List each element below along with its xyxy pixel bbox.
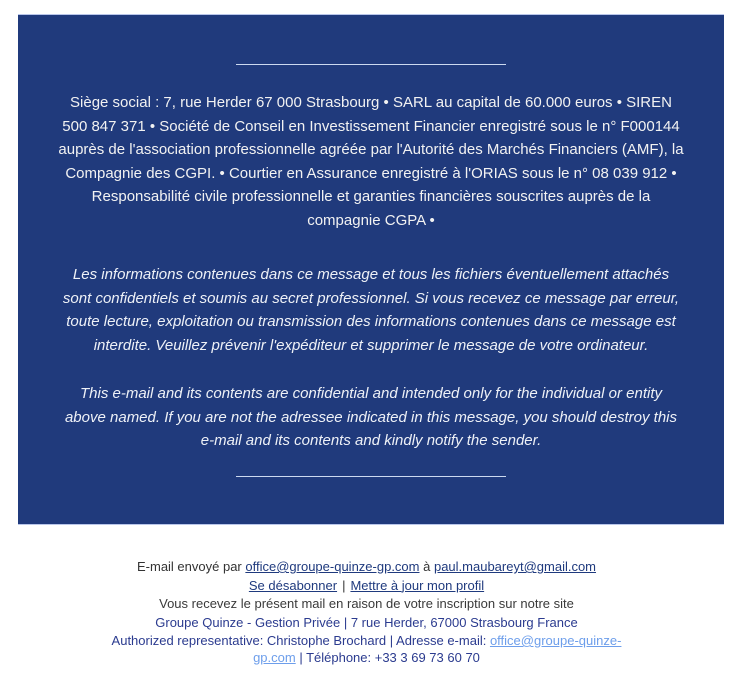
legal-line: Compagnie des CGPI. • Courtier en Assurance enregistré à l'ORIAS sous le n° 08 039 912 • <box>65 164 677 182</box>
disclaimer-line: sont confidentiels et soumis au secret professionnel. Si vous recevez ce message par erreur, <box>62 289 680 307</box>
company-address-text: Groupe Quinze - Gestion Privée | 7 rue Herder, 67000 Strasbourg France <box>155 614 578 630</box>
company-registration-info <box>29 91 713 232</box>
disclaimer-line: interdite. Veuillez prévenir l'expéditeur et supprimer le message de votre ordinateur. <box>93 336 649 354</box>
disclaimer-line: Les informations contenues dans ce message et tous les fichiers éventuellement attachés <box>72 266 670 283</box>
recipient-email-link[interactable]: paul.maubareyt@gmail.com <box>433 559 597 574</box>
divider-line-top <box>236 64 506 65</box>
update-profile-link[interactable]: Mettre à jour mon profil <box>350 577 485 593</box>
sent-prefix-text: E-mail envoyé par <box>136 559 246 574</box>
confidentiality-notice-fr <box>29 263 713 357</box>
legal-line: compagnie CGPA • <box>307 211 435 229</box>
representative-text: Authorized representative: Christophe Brochard | Adresse e-mail: <box>111 633 490 648</box>
separator-text: | <box>342 577 346 593</box>
representative-line <box>93 632 641 666</box>
contact-email-link[interactable]: office@groupe-quinze-gp.com <box>253 633 622 665</box>
email-body <box>0 14 733 666</box>
phone-text: | Téléphone: +33 3 69 73 60 70 <box>295 650 480 665</box>
disclaimer-line: This e-mail and its contents are confidential and intended only for the individual or entity <box>79 385 662 402</box>
confidentiality-notice-en <box>29 382 713 453</box>
divider-line-bottom <box>236 476 506 477</box>
email-footer <box>0 558 733 666</box>
legal-line: auprès de l'association professionnelle agréée par l'Autorité des Marchés Financiers (AMF), la <box>58 141 684 158</box>
legal-line: 500 847 371 • Société de Conseil en Investissement Financier enregistré sous le n° F000144 <box>62 117 680 135</box>
sent-info-line <box>0 558 733 577</box>
sent-middle-text: à <box>419 559 434 574</box>
subscription-reason-text: Vous recevez le présent mail en raison de votre inscription sur notre site <box>159 596 574 611</box>
sender-email-link[interactable]: office@groupe-quinze-gp.com <box>245 559 420 574</box>
subscription-actions-line <box>0 577 733 596</box>
legal-line: Responsabilité civile professionnelle et garanties financières souscrites auprès de la <box>91 188 651 205</box>
legal-line: Siège social : 7, rue Herder 67 000 Strasbourg • SARL au capital de 60.000 euros • SIREN <box>70 94 672 111</box>
disclaimer-line: toute lecture, exploitation ou transmission des informations contenues dans ce message est <box>66 313 676 330</box>
disclaimer-line: e-mail and its contents and kindly notify the sender. <box>200 432 542 449</box>
disclaimer-line: above named. If you are not the adressee indicated in this message, you should destroy this <box>64 408 678 426</box>
unsubscribe-link[interactable]: Se désabonner <box>248 577 338 593</box>
legal-disclaimer-box <box>18 14 724 525</box>
